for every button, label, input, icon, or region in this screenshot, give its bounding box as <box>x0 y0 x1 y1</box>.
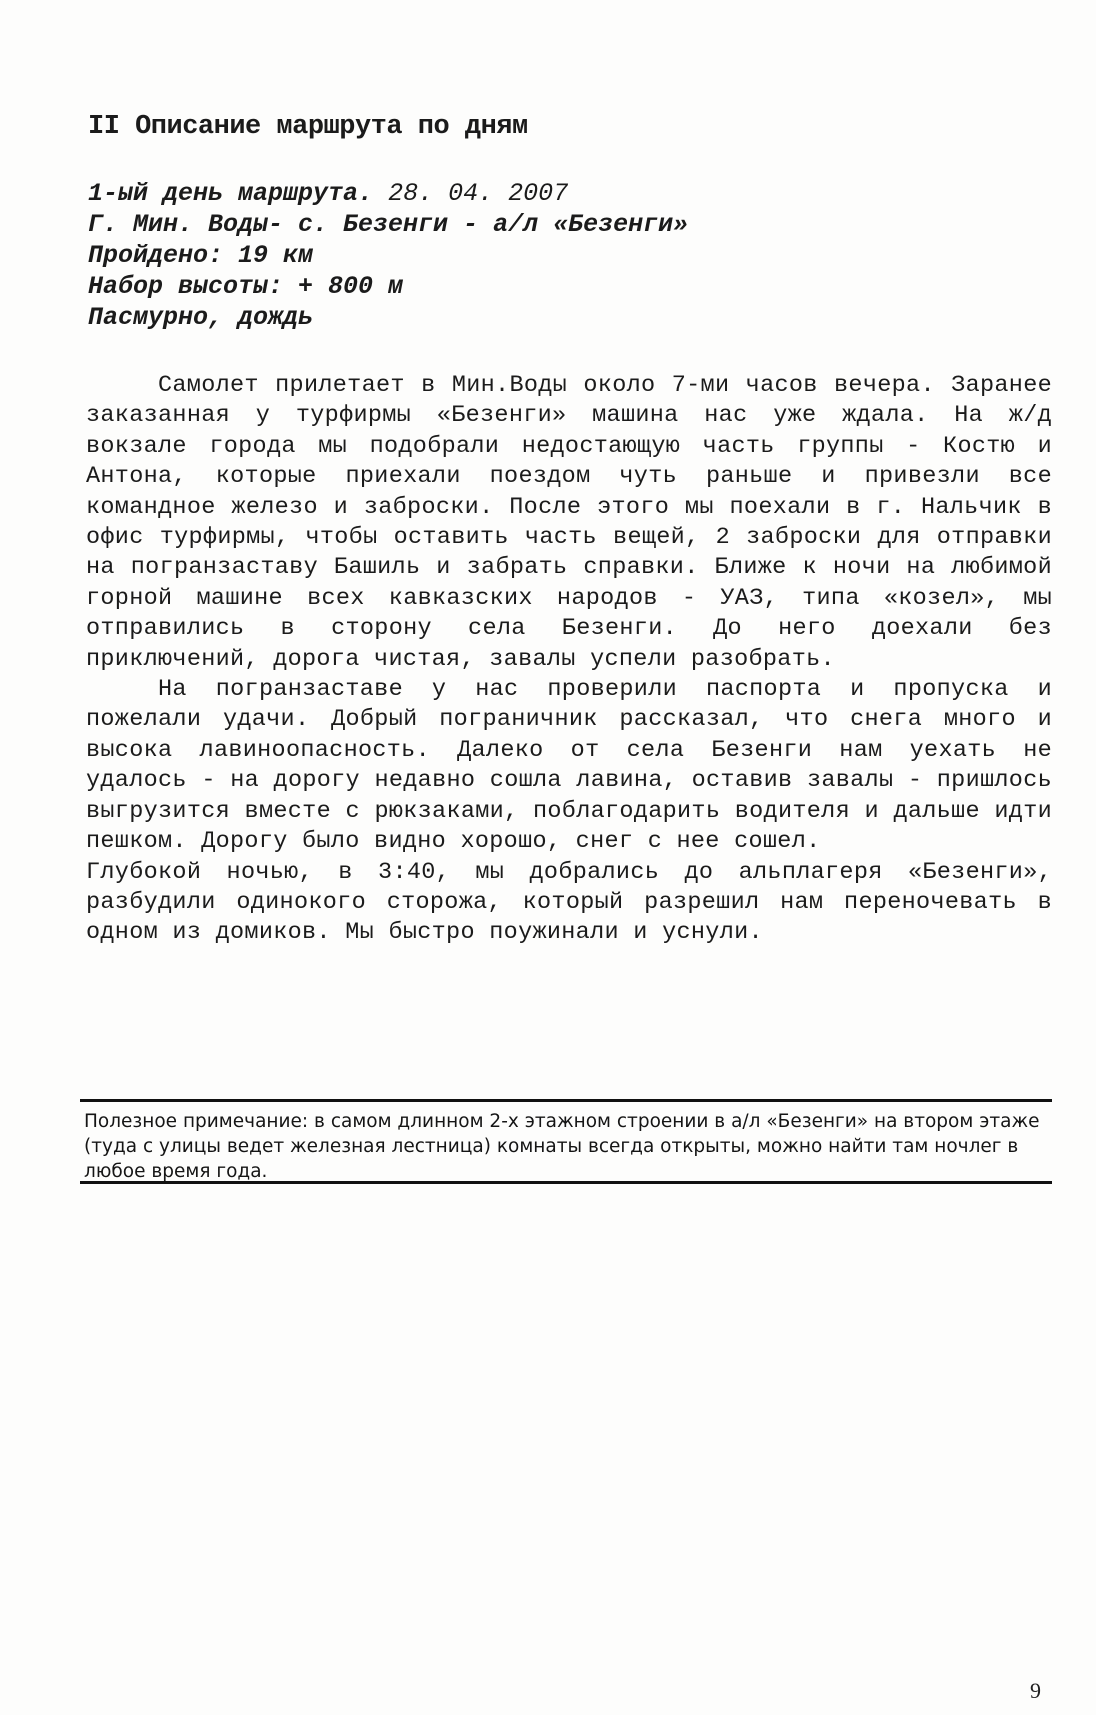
paragraph: Глубокой ночью, в 3:40, мы добрались до альплагеря «Безенги», разбудили одинокого сторожа, который разрешил нам переночевать в одном из домиков. Мы быстро поужинали и уснули. <box>86 858 1052 947</box>
day-date: 28. 04. 2007 <box>388 179 569 208</box>
day-heading-line <box>88 178 688 209</box>
day-route: Г. Мин. Воды- с. Безенги - а/л «Безенги» <box>88 210 689 239</box>
day-distance: Пройдено: 19 км <box>88 241 314 270</box>
paragraph: На погранзаставе у нас проверили паспорта и пропуска и пожелали удачи. Добрый пограничник рассказал, что снега много и высока лавиноопасность. Далеко от села Безенги нам уехать не удалось - на дорогу недавно сошла лавина, оставив завалы - пришлось выгрузится вместе с рюкзаками, поблагодарить водителя и дальше идти пешком. Дорогу было видно хорошо, снег с нее сошел. <box>86 676 1052 856</box>
useful-note-text: Полезное примечание: в самом длинном 2-х этажном строении в а/л «Безенги» на втором этаже (туда с улицы ведет железная лестница) комнаты всегда открыты, можно найти там ночлег в любое время года. <box>84 1111 1040 1182</box>
useful-note-box <box>80 1099 1052 1184</box>
day-header <box>88 178 688 333</box>
page-number: 9 <box>1030 1678 1041 1703</box>
section-title: II Описание маршрута по дням <box>88 112 528 142</box>
paragraph: Самолет прилетает в Мин.Воды около 7-ми часов вечера. Заранее заказанная у турфирмы «Безенги» машина нас уже ждала. На ж/д вокзале города мы подобрали недостающую часть группы - Костю и Антона, которые приехали поездом чуть раньше и привезли все командное железо и заброски. После этого мы поехали в г. Нальчик в офис турфирмы, чтобы оставить часть вещей, 2 заброски для отправки на погранзаставу Башиль и забрать справки. Ближе к ночи на любимой горной машине всех кавказских народов - УАЗ, типа «козел», мы отправились в сторону села Безенги. До него доехали без приключений, дорога чистая, завалы успели разобрать. <box>86 372 1052 673</box>
day-description <box>86 371 1052 949</box>
day-heading: 1-ый день маршрута. <box>88 179 374 208</box>
day-elevation-gain: Набор высоты: + 800 м <box>88 272 404 301</box>
day-weather: Пасмурно, дождь <box>88 303 314 332</box>
